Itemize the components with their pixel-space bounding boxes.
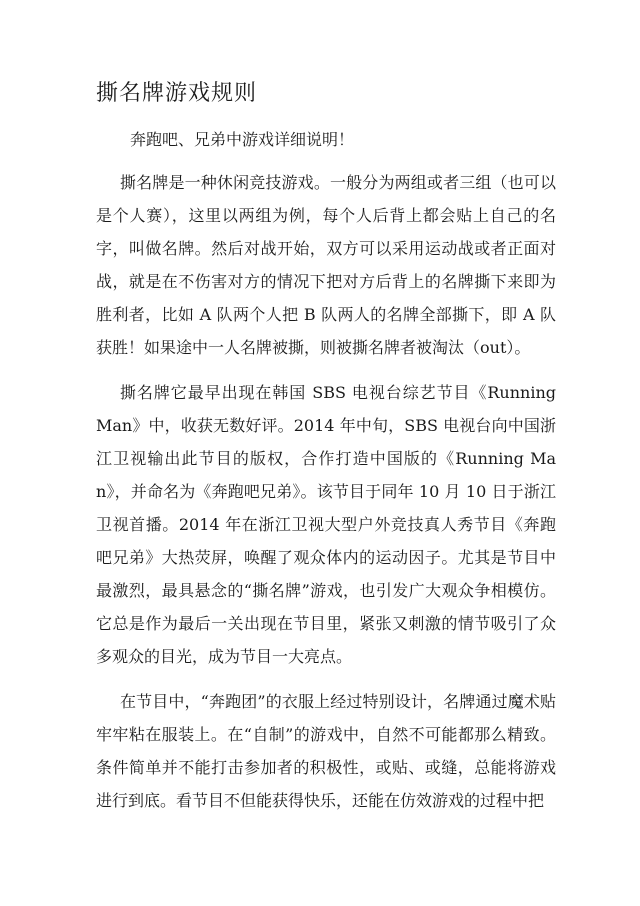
- paragraph-costume: 在节目中，“奔跑团”的衣服上经过特别设计，名牌通过魔术贴牢牢粘在服装上。在“自制”的游戏中，自然不可能都那么精致。条件简单并不能打击参加者的积极性，或贴、或缝，总能将游戏进行到底。看节目不但能获得快乐，还能在仿效游戏的过程中把: [96, 692, 556, 810]
- document-subtitle: 奔跑吧、兄弟中游戏详细说明！: [130, 130, 355, 149]
- document-title: 撕名牌游戏规则: [96, 81, 258, 106]
- document-content: [96, 78, 556, 829]
- paragraph-rules: 撕名牌是一种休闲竞技游戏。一般分为两组或者三组（也可以是个人赛），这里以两组为例，每个人后背上都会贴上自己的名字，叫做名牌。然后对战开始，双方可以采用运动战或者正面对战，就是在不伤害对方的情况下把对方后背上的名牌撕下来即为胜利者，比如 A 队两个人把 B 队两人的名牌全部撕下，即 A 队获胜！如果途中一人名牌被撕，则被撕名牌者被淘汰（out）。: [96, 173, 556, 357]
- paragraph-origin: 撕名牌它最早出现在韩国 SBS 电视台综艺节目《Running Man》中，收获无数好评。2014 年中旬，SBS 电视台向中国浙江卫视输出此节目的版权，合作打造中国版的《Running Man》，并命名为《奔跑吧兄弟》。该节目于同年 10 月 10 日于浙江卫视首播。2014 年在浙江卫视大型户外竞技真人秀节目《奔跑吧兄弟》大热荧屏，唤醒了观众体内的运动因子。尤其是节目中最激烈，最具悬念的“撕名牌”游戏，也引发广大观众争相模仿。它总是作为最后一关出现在节目里，紧张又刺激的情节吸引了众多观众的目光，成为节目一大亮点。: [96, 383, 556, 666]
